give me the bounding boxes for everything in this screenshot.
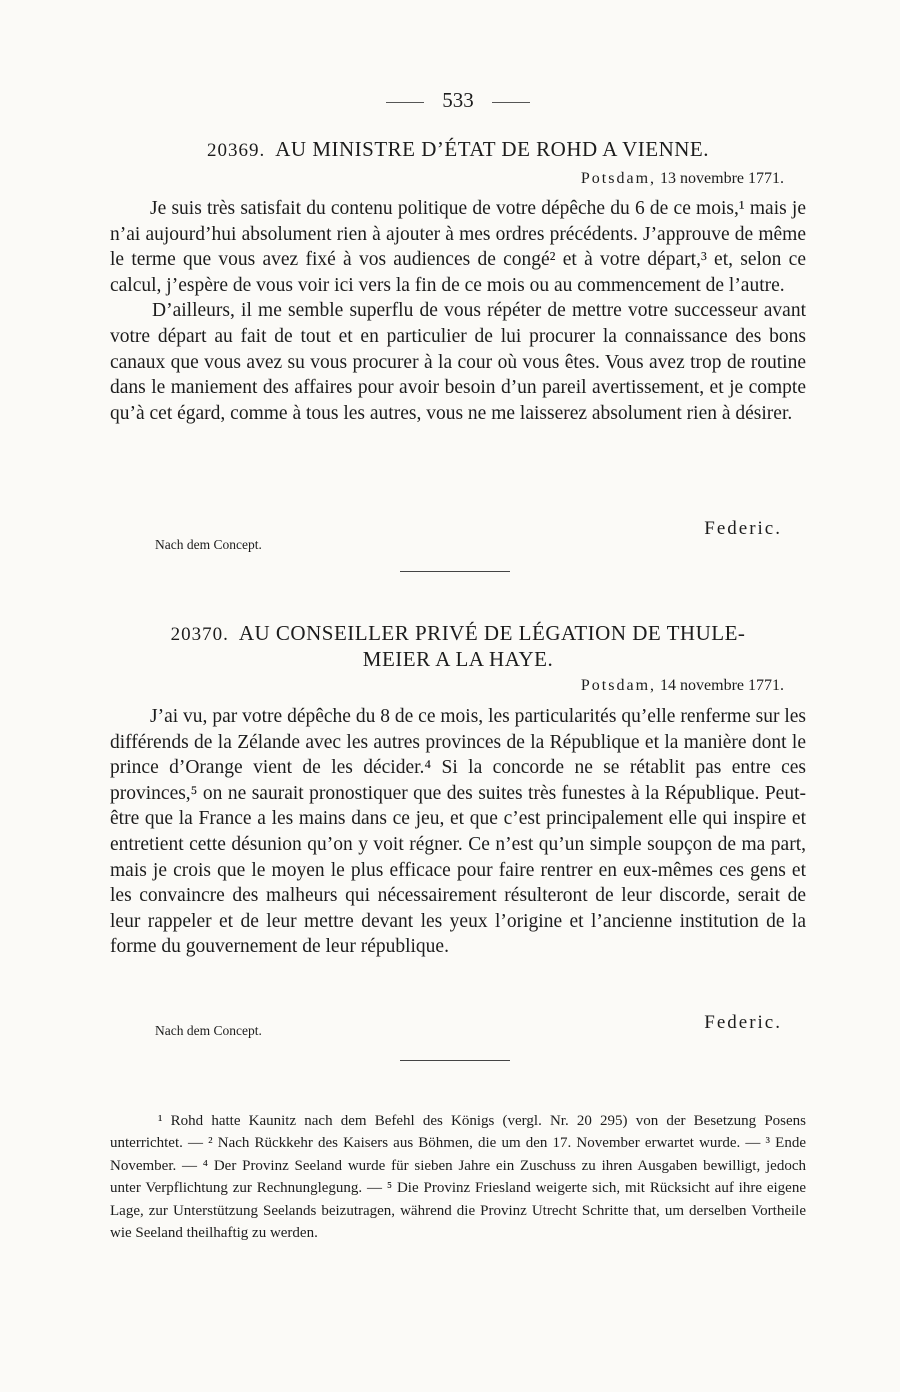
letter-1-date: 13 novembre 1771. [660, 170, 784, 187]
letter-2-source: Nach dem Concept. [155, 1023, 262, 1038]
letter-2-date: 14 novembre 1771. [660, 677, 784, 694]
separator-rule [400, 1060, 510, 1061]
footnotes-text: ¹ Rohd hatte Kaunitz nach dem Befehl des Königs (vergl. Nr. 20 295) von der Besetzung Posens unterrichtet. — ² Nach Rückkehr des Kaisers aus Böhmen, die um den 17. November erwartet wurde. — ³ Ende November. — ⁴ Der Provinz Seeland wurde für sieben Jahre ein Zuschuss zu ihren Ausgaben bewilligt, jedoch unter Verpflichtung zur Rechnunglegung. — ⁵ Die Provinz Friesland weigerte sich, mit Rücksicht auf ihre eigene Lage, zur Unterstützung Seelands beizutragen, während die Provinz Utrecht Schritte that, um derselben Vortheile wie Seeland theilhaftig zu werden. [110, 1113, 806, 1242]
letter-2-body [110, 704, 806, 960]
separator-rule [400, 571, 510, 572]
letter-2-number: 20370. [170, 624, 229, 645]
letter-2-place: Potsdam, [580, 677, 657, 694]
letter-1-place: Potsdam, [580, 170, 657, 187]
header-rule-left [386, 102, 424, 103]
letter-1-source: Nach dem Concept. [155, 537, 262, 552]
page-number: 533 [442, 88, 474, 112]
letter-1-dateline [581, 170, 784, 188]
letter-1-paragraph: Je suis très satisfait du contenu politique de votre dépêche du 6 de ce mois,¹ mais je n’ai aujourd’hui absolument rien à ajouter à mes ordres précédents. J’approuve de même le terme que vous avez fixé à vos audiences de congé² et à votre départ,³ et, selon ce calcul, j’espère de vous voir ici vers la fin de ce mois ou au commencement de l’autre. [110, 198, 806, 296]
footnotes [110, 1110, 806, 1244]
letter-1-body [110, 196, 806, 426]
header-rule-right [492, 102, 530, 103]
letter-2-paragraph: J’ai vu, par votre dépêche du 8 de ce mois, les particularités qu’elle renferme sur les différends de la Zélande avec les autres provinces de la République et la manière dont le prince d’Orange vient de les décider.⁴ Si la concorde ne se rétablit pas entre ces provinces,⁵ on ne saurait pronostiquer que des suites très funestes à la République. Peut-être que la France a les mains dans ce jeu, et que c’est principalement elle qui inspire et entretient cette désunion qu’on y voit régner. Ce n’est qu’un simple soupçon de ma part, mais je crois que le moyen le plus efficace pour faire rentrer en eux-mêmes ces gens et les convaincre des malheurs qui nécessairement résulteront de leur discorde, serait de leur rappeler et de leur mettre devant les yeux l’origine et l’ancienne institution de la forme du gouvernement de leur république. [110, 706, 806, 958]
letter-1-heading: AU MINISTRE D’ÉTAT DE ROHD A VIENNE. [275, 137, 710, 161]
letter-1-title [110, 137, 806, 163]
page-header [110, 88, 806, 113]
letter-2-signature: Federic. [704, 1012, 782, 1033]
letter-2-dateline [581, 677, 784, 695]
letter-2-title [110, 621, 806, 672]
letter-2-heading-line1: AU CONSEILLER PRIVÉ DE LÉGATION DE THULE- [238, 621, 746, 645]
letter-1-paragraph: D’ailleurs, il me semble superflu de vous répéter de mettre votre successeur avant votre départ au fait de tout et en particulier de lui procurer la connaissance des bons canaux que vous avez su vous procurer à la cour où vous êtes. Vous avez trop de routine dans le maniement des affaires pour avoir besoin d’un pareil avertissement, et je compte qu’à cet égard, comme à tous les autres, vous ne me laisserez absolument rien à désirer. [110, 300, 806, 424]
letter-2-heading-line2: MEIER A LA HAYE. [362, 647, 554, 671]
letter-1-signature: Federic. [704, 518, 782, 539]
letter-1-number: 20369. [206, 140, 266, 161]
